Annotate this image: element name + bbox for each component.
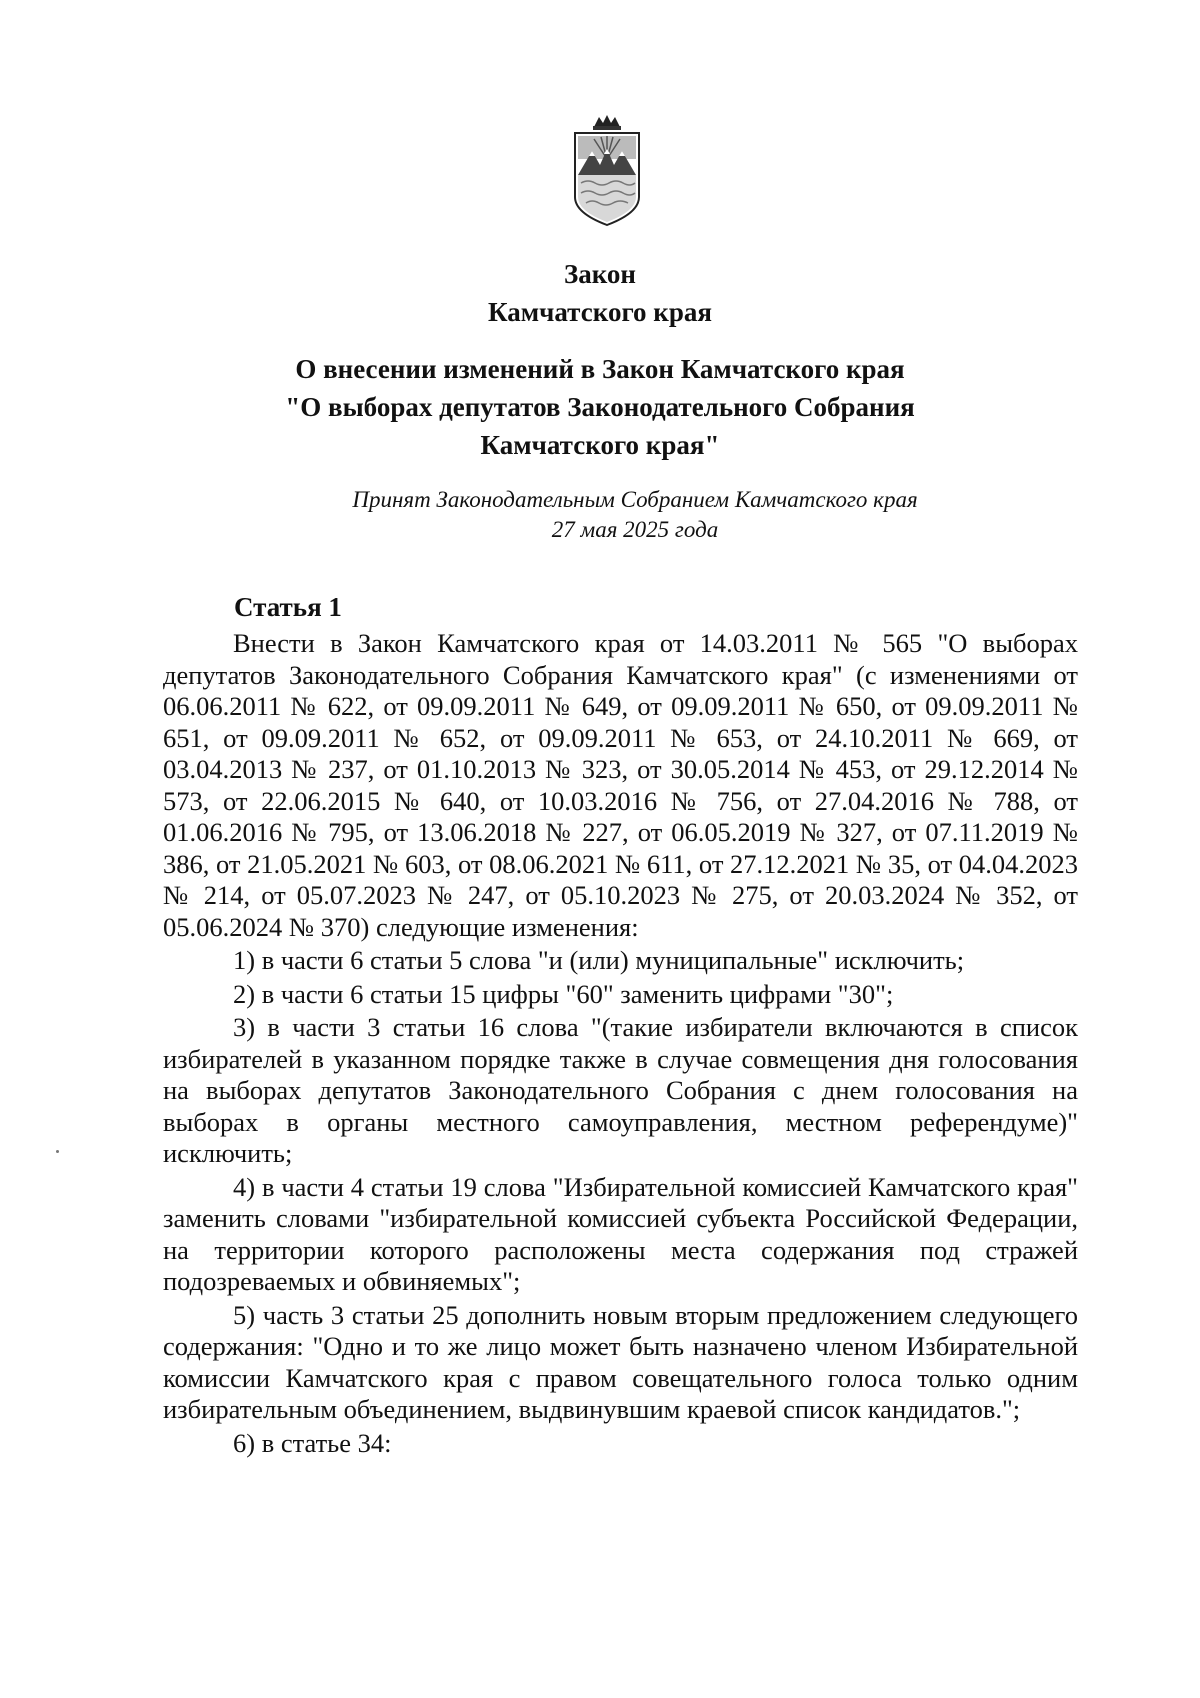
article-paragraph: 1) в части 6 статьи 5 слова "и (или) муниципальные" исключить; <box>233 945 965 975</box>
adoption-date: 27 мая 2025 года <box>551 517 719 542</box>
article-paragraph: 3) в части 3 статьи 16 слова "(такие избиратели включаются в список избирателей в указанном порядке также в случае совмещения дня голосования на выборах депутатов Законодательного Собрания с днем голосования на выборах в органы местного самоуправления, местном референдуме)" исключить; <box>163 1012 1078 1168</box>
law-subject <box>0 350 1200 464</box>
article-body <box>163 628 1078 1461</box>
article-paragraph: Внести в Закон Камчатского края от 14.03.2011 № 565 "О выборах депутатов Законодательного Собрания Камчатского края" (с изменениями от 06.06.2011 № 622, от 09.09.2011 № 649, от 09.09.2011 № 650, от 09.09.2011 № 651, от 09.09.2011 № 652, от 09.09.2011 № 653, от 24.10.2011 № 669, от 03.04.2013 № 237, от 01.10.2013 № 323, от 30.05.2014 № 453, от 29.12.2014 № 573, от 22.06.2015 № 640, от 10.03.2016 № 756, от 27.04.2016 № 788, от 01.06.2016 № 795, от 13.06.2018 № 227, от 06.05.2019 № 327, от 07.11.2019 № 386, от 21.05.2021 № 603, от 08.06.2021 № 611, от 27.12.2021 № 35, от 04.04.2023 № 214, от 05.07.2023 № 247, от 05.10.2023 № 275, от 20.03.2024 № 352, от 05.06.2024 № 370) следующие изменения: <box>163 628 1078 942</box>
coat-of-arms-icon <box>572 113 642 229</box>
title-line: Камчатского края <box>488 297 712 327</box>
article-paragraph: 6) в статье 34: <box>233 1427 392 1458</box>
subject-line: "О выборах депутатов Законодательного Собрания <box>285 392 915 422</box>
adoption-line: Принят Законодательным Собранием Камчатского края <box>352 487 918 512</box>
article-paragraph: 4) в части 4 статьи 19 слова "Избирательной комиссией Камчатского края" заменить словами "избирательной комиссией субъекта Российской Федерации, на территории которого расположены места содержания под стражей подозреваемых и обвиняемых"; <box>163 1171 1078 1296</box>
article-heading: Статья 1 <box>234 592 342 622</box>
title-line: Закон <box>563 259 636 289</box>
document-title <box>0 255 1200 331</box>
subject-line: Камчатского края" <box>480 430 720 460</box>
article-paragraph: 5) часть 3 статьи 25 дополнить новым вторым предложением следующего содержания: "Одно и то же лицо может быть назначено членом Избирательной комиссии Камчатского края с правом совещательного голоса только одним избирательным объединением, выдвинувшим краевой список кандидатов."; <box>163 1299 1078 1424</box>
scan-artifact <box>56 1150 59 1153</box>
adoption-note <box>0 485 1200 545</box>
article-paragraph: 2) в части 6 статьи 15 цифры "60" заменить цифрами "30"; <box>233 978 894 1009</box>
subject-line: О внесении изменений в Закон Камчатского края <box>295 354 905 384</box>
